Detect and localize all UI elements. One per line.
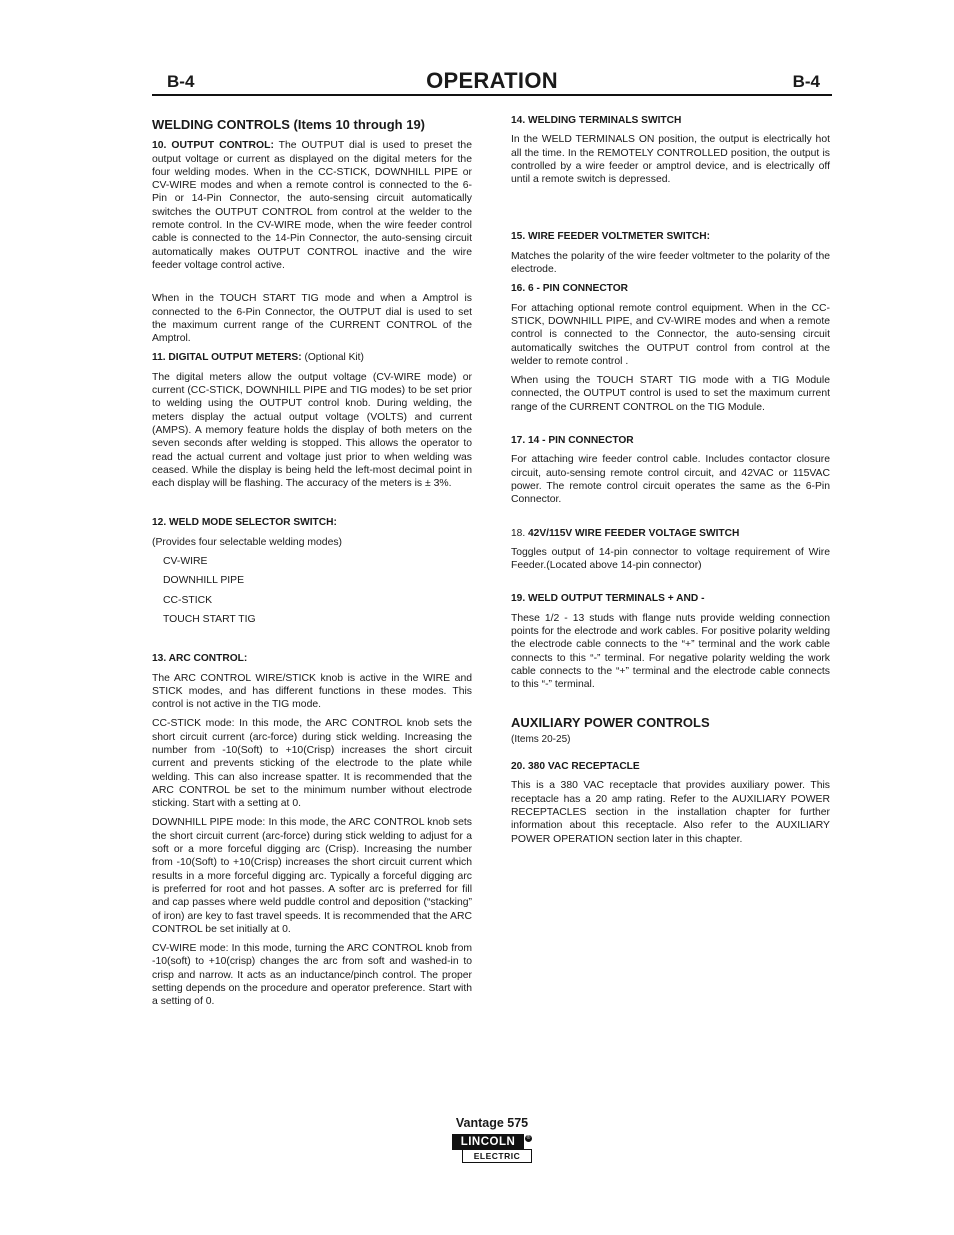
item-20-paragraph: This is a 380 VAC receptacle that provides auxiliary power. This receptacle has a 20 amp rating. Refer to the AUXILIARY POWER RECEPTACLES section in the installation chapter for further information about this receptacle. Also refer to the AUXILIARY POWER OPERATION section later in this chapter. [511,780,830,845]
auxiliary-items-range: (Items 20-25) [511,733,571,745]
item-13-paragraph-3: DOWNHILL PIPE mode: In this mode, the ARC CONTROL knob sets the short circuit current (arc-force) during stick welding to adjust for a soft or a more forceful digging arc (Crisp). Increasing the number from -10(Soft) to +10(Crisp) increases the short circuit current which results in a more forceful digging arc. Typically a forceful digging arc is preferred for root and hot passes. A softer arc is preferred for fill and cap passes where weld puddle control and deposition (“stacking” of iron) are key to fast travel speeds. It is recommended that the ARC CONTROL be set initially at 0. [152,817,472,935]
item-12-paragraph: (Provides four selectable welding modes) [152,536,343,548]
item-16-paragraph-1: For attaching optional remote control equipment. When in the CC-STICK, DOWNHILL PIPE, and CV-WIRE modes and when a remote control is connected to the Connector, the auto-sensing circuit automatically switches the OUTPUT control from control at the welder to remote control . [511,302,830,367]
weld-mode-item: CV-WIRE [163,556,208,568]
weld-mode-item: TOUCH START TIG [163,613,256,625]
page-footer [440,1116,544,1169]
weld-mode-list [152,555,472,626]
section-title-auxiliary-power: AUXILIARY POWER CONTROLS [511,714,710,730]
item-14-paragraph: In the WELD TERMINALS ON position, the output is electrically hot all the time. In the REMOTELY CONTROLLED position, the output is controlled by a wire feeder or amptrol device, and is electrically off until a remote switch is depressed. [511,134,830,186]
item-10-text: The OUTPUT dial is used to preset the output voltage or current as displayed on the digital meters for the four welding modes. When in the CC-STICK, DOWNHILL PIPE or CV-WIRE modes and when a remote control is connected to the 6-Pin or 14-Pin Connector, the auto-sensing circuit automatically switches the OUTPUT CONTROL from control at the welder to the remote control. In the CV-WIRE mode, when the wire feeder control cable is connected to the 14-Pin Connector, the auto-sensing circuit automatically makes OUTPUT CONTROL inactive and the wire feeder voltage control active. [152,140,472,271]
item-17-paragraph: For attaching wire feeder control cable. Includes contactor closure circuit, auto-sensing remote control circuit, and 42VAC or 115VAC power. The remote control circuit operates the same as the 6-Pin Connector. [511,454,830,506]
item-13-heading: 13. ARC CONTROL: [152,653,248,665]
item-14-heading: 14. WELDING TERMINALS SWITCH [511,115,682,126]
item-18-paragraph: Toggles output of 14-pin connector to voltage requirement of Wire Feeder.(Located above 14-pin connector) [511,546,830,572]
item-11-heading [152,351,472,364]
item-11-label: 11. DIGITAL OUTPUT METERS: [152,352,302,364]
section-title-welding-controls: WELDING CONTROLS (Items 10 through 19) [152,117,426,132]
item-16-paragraph-2: When using the TOUCH START TIG mode with a TIG Module connected, the OUTPUT control is used to set the maximum current range of the CURRENT CONTROL on the TIG Module. [511,375,830,413]
item-17-heading: 17. 14 - PIN CONNECTOR [511,435,634,447]
page-number-left: B-4 [167,72,195,91]
item-13-paragraph-1: The ARC CONTROL WIRE/STICK knob is active in the WIRE and STICK modes, and has different functions in these modes. This control is not active in the TIG mode. [152,672,472,711]
item-15-heading: 15. WIRE FEEDER VOLTMETER SWITCH: [511,231,711,243]
weld-mode-item: CC-STICK [163,594,213,606]
item-12-heading: 12. WELD MODE SELECTOR SWITCH: [152,517,337,529]
item-13-paragraph-4: CV-WIRE mode: In this mode, turning the ARC CONTROL knob from -10(soft) to +10(crisp) changes the arc from soft and washed-in to crisp and narrow. It acts as an inductance/pinch control. The proper setting depends on the procedure and operator preference. Start with a setting of 0. [152,943,472,1008]
item-19-heading: 19. WELD OUTPUT TERMINALS + AND - [511,593,705,605]
header-rule [152,94,832,96]
page-header [152,68,832,94]
page-title: OPERATION [426,68,558,93]
left-column [152,114,472,1015]
registered-mark-icon: ® [526,1135,531,1141]
weld-mode-item: DOWNHILL PIPE [163,575,245,587]
logo-top-text: LINCOLN [452,1134,524,1150]
item-10-label: 10. OUTPUT CONTROL: [152,140,274,152]
item-20-heading: 20. 380 VAC RECEPTACLE [511,761,640,773]
right-column [511,114,830,852]
item-11-paragraph: The digital meters allow the output voltage (CV-WIRE mode) or current (CC-STICK, DOWNHILL PIPE and TIG modes) to be set prior to welding using the OUTPUT control knob. During welding, the meters display the actual output voltage (VOLTS) and current (AMPS). A memory feature holds the display of both meters on the seven seconds after welding is stopped. This allows the operator to read the actual current and voltage just prior to when welding was ceased. While the display is being held the left-most decimal point in each display will be flashing. The accuracy of the meters is ± 3%. [152,371,472,490]
item-18-label: 42V/115V WIRE FEEDER VOLTAGE SWITCH [528,527,740,539]
item-16-heading: 16. 6 - PIN CONNECTOR [511,283,628,295]
product-model: Vantage 575 [455,1116,529,1130]
item-13-paragraph-2: CC-STICK mode: In this mode, the ARC CONTROL knob sets the short circuit current (arc-force) during stick welding. Increasing the number from -10(Soft) to +10(Crisp) increases the short circuit current and prevents sticking of the electrode to the plate while welding. This can also increase spatter. It is recommended that the ARC CONTROL be set to the minimum number without electrode sticking. Start with a setting at 0. [152,718,472,810]
item-19-paragraph: These 1/2 - 13 studs with flange nuts provide welding connection points for the electrode and work cables. For positive polarity welding the electrode cable connects to the “+” terminal and the work cable connects to this “-” terminal. For negative polarity welding the work cable connects to the “+” terminal and the electrode cable connects to this “-” terminal. [511,612,830,691]
item-10-paragraph [152,139,472,272]
item-15-paragraph: Matches the polarity of the wire feeder voltmeter to the polarity of the electrode. [511,250,830,276]
logo-bottom-text: ELECTRIC [462,1149,532,1163]
item-11-suffix: (Optional Kit) [301,352,364,364]
item-18-number: 18. [511,527,528,539]
page-number-right: B-4 [792,72,820,91]
item-10-paragraph-2: When in the TOUCH START TIG mode and when a Amptrol is connected to the 6-Pin Connector, the OUTPUT dial is used to set the maximum current range of the CURRENT CONTROL of the Amptrol. [152,293,472,345]
lincoln-electric-logo [452,1134,532,1164]
item-18-heading [511,527,830,540]
